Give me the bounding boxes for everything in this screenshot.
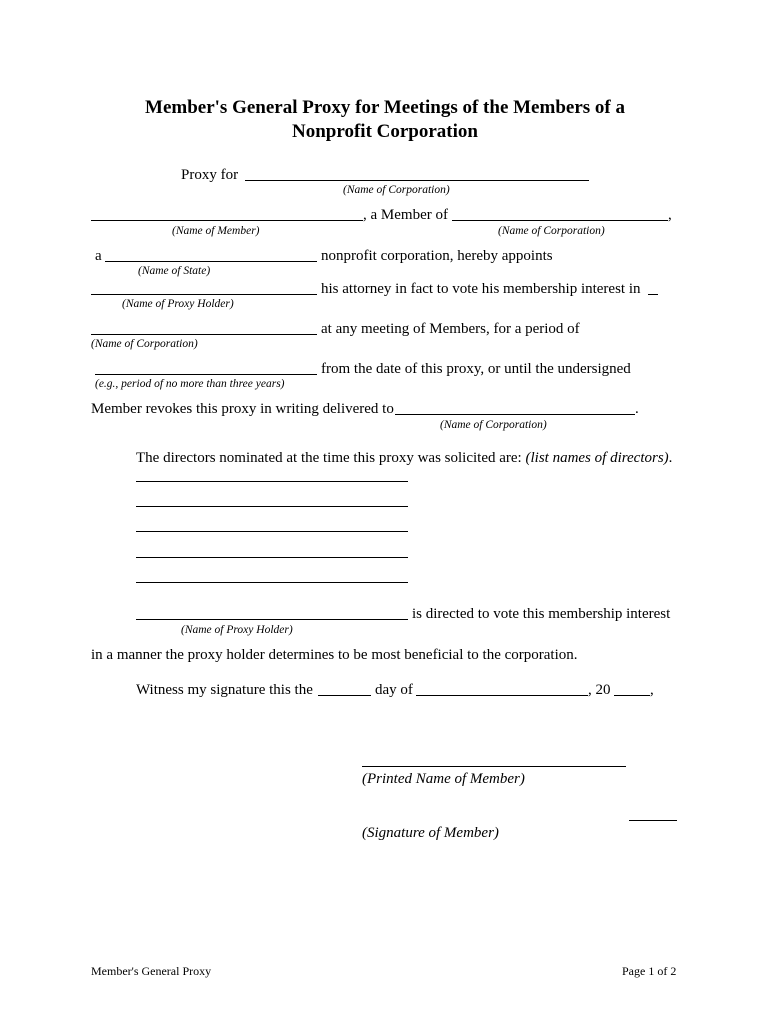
director-blank-2[interactable]: [136, 506, 408, 507]
proxy-holder-blank[interactable]: [91, 294, 317, 295]
footer-page-number: Page 1 of 2: [622, 964, 677, 978]
caption-name-of-proxy-holder: (Name of Proxy Holder): [122, 298, 234, 310]
document-title-line-2: Nonprofit Corporation: [292, 121, 478, 142]
caption-name-of-corporation-2: (Name of Corporation): [498, 225, 605, 237]
year-blank[interactable]: [614, 695, 650, 696]
nonprofit-appoints-text: nonprofit corporation, hereby appoints: [321, 248, 553, 264]
director-blank-3[interactable]: [136, 531, 408, 532]
revocation-corporation-blank[interactable]: [395, 414, 635, 415]
caption-name-of-proxy-holder-2: (Name of Proxy Holder): [181, 624, 293, 636]
director-blank-4[interactable]: [136, 557, 408, 558]
signature-label: (Signature of Member): [362, 825, 499, 841]
year-prefix: , 20: [588, 682, 611, 698]
caption-period: (e.g., period of no more than three years): [95, 378, 285, 390]
member-corporation-blank[interactable]: [452, 220, 668, 221]
printed-name-blank[interactable]: [362, 766, 626, 767]
manner-text: in a manner the proxy holder determines to be most beneficial to the corporation.: [91, 647, 578, 663]
signature-blank[interactable]: [629, 820, 677, 821]
directors-list-hint: (list names of directors): [525, 450, 669, 466]
from-date-text: from the date of this proxy, or until the undersigned: [321, 361, 631, 377]
document-title-line-1: Member's General Proxy for Meetings of the Members of a: [145, 97, 625, 118]
month-blank[interactable]: [416, 695, 588, 696]
director-blank-5[interactable]: [136, 582, 408, 583]
attorney-trailing-blank[interactable]: [648, 294, 658, 295]
day-blank[interactable]: [318, 695, 371, 696]
attorney-text: his attorney in fact to vote his membership interest in: [321, 281, 641, 297]
a-member-of-text: , a Member of: [363, 207, 448, 223]
member-name-blank[interactable]: [91, 220, 363, 221]
any-meeting-text: at any meeting of Members, for a period of: [321, 321, 580, 337]
footer-document-name: Member's General Proxy: [91, 964, 212, 978]
printed-name-label: (Printed Name of Member): [362, 771, 525, 787]
corporation-blank-2[interactable]: [91, 334, 317, 335]
proxy-for-label: Proxy for: [181, 167, 239, 183]
caption-name-of-corporation: (Name of Corporation): [343, 184, 450, 196]
comma: ,: [668, 207, 672, 223]
a-label: a: [95, 248, 102, 264]
is-directed-text: is directed to vote this membership interest: [412, 606, 671, 622]
witness-text: Witness my signature this the: [136, 682, 313, 698]
state-blank[interactable]: [105, 261, 317, 262]
caption-name-of-state: (Name of State): [138, 265, 211, 277]
corporation-name-blank[interactable]: [245, 180, 589, 181]
director-blank-1[interactable]: [136, 481, 408, 482]
caption-name-of-corporation-3: (Name of Corporation): [91, 338, 198, 350]
period-mark: .: [635, 401, 639, 417]
directed-proxy-holder-blank[interactable]: [136, 619, 408, 620]
revokes-text: Member revokes this proxy in writing delivered to: [91, 401, 394, 417]
comma-2: ,: [650, 682, 654, 698]
caption-name-of-corporation-4: (Name of Corporation): [440, 419, 547, 431]
day-of-text: day of: [375, 682, 413, 698]
directors-text: The directors nominated at the time this proxy was solicited are: (list names of directors).: [136, 450, 673, 466]
caption-name-of-member: (Name of Member): [172, 225, 260, 237]
period-blank[interactable]: [95, 374, 317, 375]
